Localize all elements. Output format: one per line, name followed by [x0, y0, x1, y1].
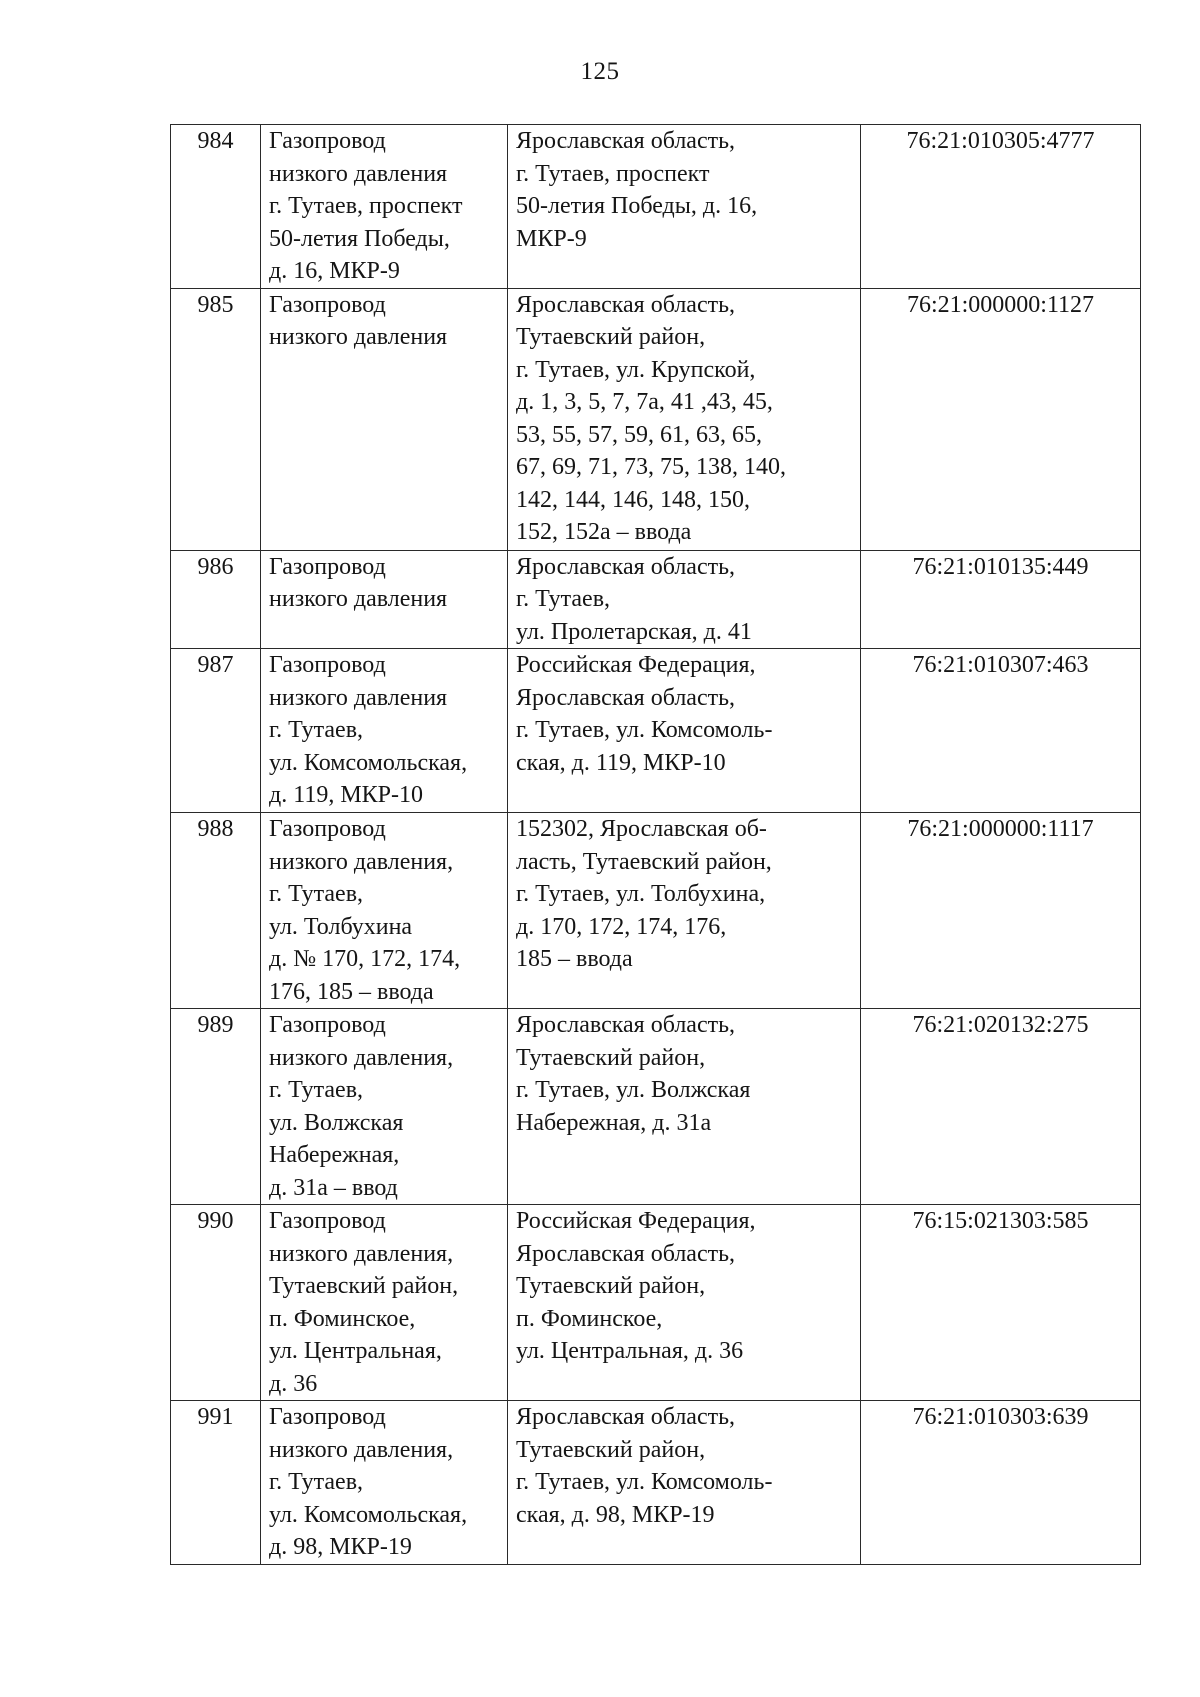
object-address: Ярославская область, г. Тутаев, проспект 50-летия Победы, д. 16, МКР-9: [508, 125, 861, 289]
object-name: Газопровод низкого давления г. Тутаев, проспект 50-летия Победы, д. 16, МКР-9: [261, 125, 508, 289]
object-name: Газопровод низкого давления: [261, 550, 508, 649]
row-number: 986: [171, 550, 261, 649]
table-row: [171, 288, 1141, 550]
row-number: 985: [171, 288, 261, 550]
object-address: Российская Федерация, Ярославская область, Тутаевский район, п. Фоминское, ул. Центральная, д. 36: [508, 1205, 861, 1401]
cadastral-number: 76:15:021303:585: [861, 1205, 1141, 1401]
object-address: Российская Федерация, Ярославская область, г. Тутаев, ул. Комсомоль- ская, д. 119, МКР-10: [508, 649, 861, 813]
cadastral-number: 76:21:010305:4777: [861, 125, 1141, 289]
table-row: [171, 649, 1141, 813]
object-name: Газопровод низкого давления, г. Тутаев, ул. Волжская Набережная, д. 31а – ввод: [261, 1009, 508, 1205]
row-number: 987: [171, 649, 261, 813]
object-name: Газопровод низкого давления, Тутаевский район, п. Фоминское, ул. Центральная, д. 36: [261, 1205, 508, 1401]
object-name: Газопровод низкого давления: [261, 288, 508, 550]
object-name: Газопровод низкого давления г. Тутаев, ул. Комсомольская, д. 119, МКР-10: [261, 649, 508, 813]
registry-table: [170, 124, 1141, 1565]
cadastral-number: 76:21:010303:639: [861, 1401, 1141, 1565]
cadastral-number: 76:21:010135:449: [861, 550, 1141, 649]
row-number: 984: [171, 125, 261, 289]
row-number: 991: [171, 1401, 261, 1565]
object-address: Ярославская область, г. Тутаев, ул. Пролетарская, д. 41: [508, 550, 861, 649]
table-row: [171, 1205, 1141, 1401]
object-address: 152302, Ярославская об- ласть, Тутаевский район, г. Тутаев, ул. Толбухина, д. 170, 172, 174, 176, 185 – ввода: [508, 813, 861, 1009]
table-row: [171, 1401, 1141, 1565]
object-name: Газопровод низкого давления, г. Тутаев, ул. Толбухина д. № 170, 172, 174, 176, 185 – ввода: [261, 813, 508, 1009]
page-number: 125: [580, 58, 620, 85]
object-address: Ярославская область, Тутаевский район, г. Тутаев, ул. Крупской, д. 1, 3, 5, 7, 7а, 41 ,43, 45, 53, 55, 57, 59, 61, 63, 65, 67, 69, 71, 73, 75, 138, 140, 142, 144, 146, 148, 150, 152, 152а – ввода: [508, 288, 861, 550]
object-name: Газопровод низкого давления, г. Тутаев, ул. Комсомольская, д. 98, МКР-19: [261, 1401, 508, 1565]
cadastral-number: 76:21:000000:1127: [861, 288, 1141, 550]
table-row: [171, 550, 1141, 649]
object-address: Ярославская область, Тутаевский район, г. Тутаев, ул. Комсомоль- ская, д. 98, МКР-19: [508, 1401, 861, 1565]
row-number: 990: [171, 1205, 261, 1401]
object-address: Ярославская область, Тутаевский район, г. Тутаев, ул. Волжская Набережная, д. 31а: [508, 1009, 861, 1205]
table-row: [171, 1009, 1141, 1205]
table-row: [171, 125, 1141, 289]
cadastral-number: 76:21:010307:463: [861, 649, 1141, 813]
row-number: 989: [171, 1009, 261, 1205]
cadastral-number: 76:21:000000:1117: [861, 813, 1141, 1009]
row-number: 988: [171, 813, 261, 1009]
table-row: [171, 813, 1141, 1009]
cadastral-number: 76:21:020132:275: [861, 1009, 1141, 1205]
